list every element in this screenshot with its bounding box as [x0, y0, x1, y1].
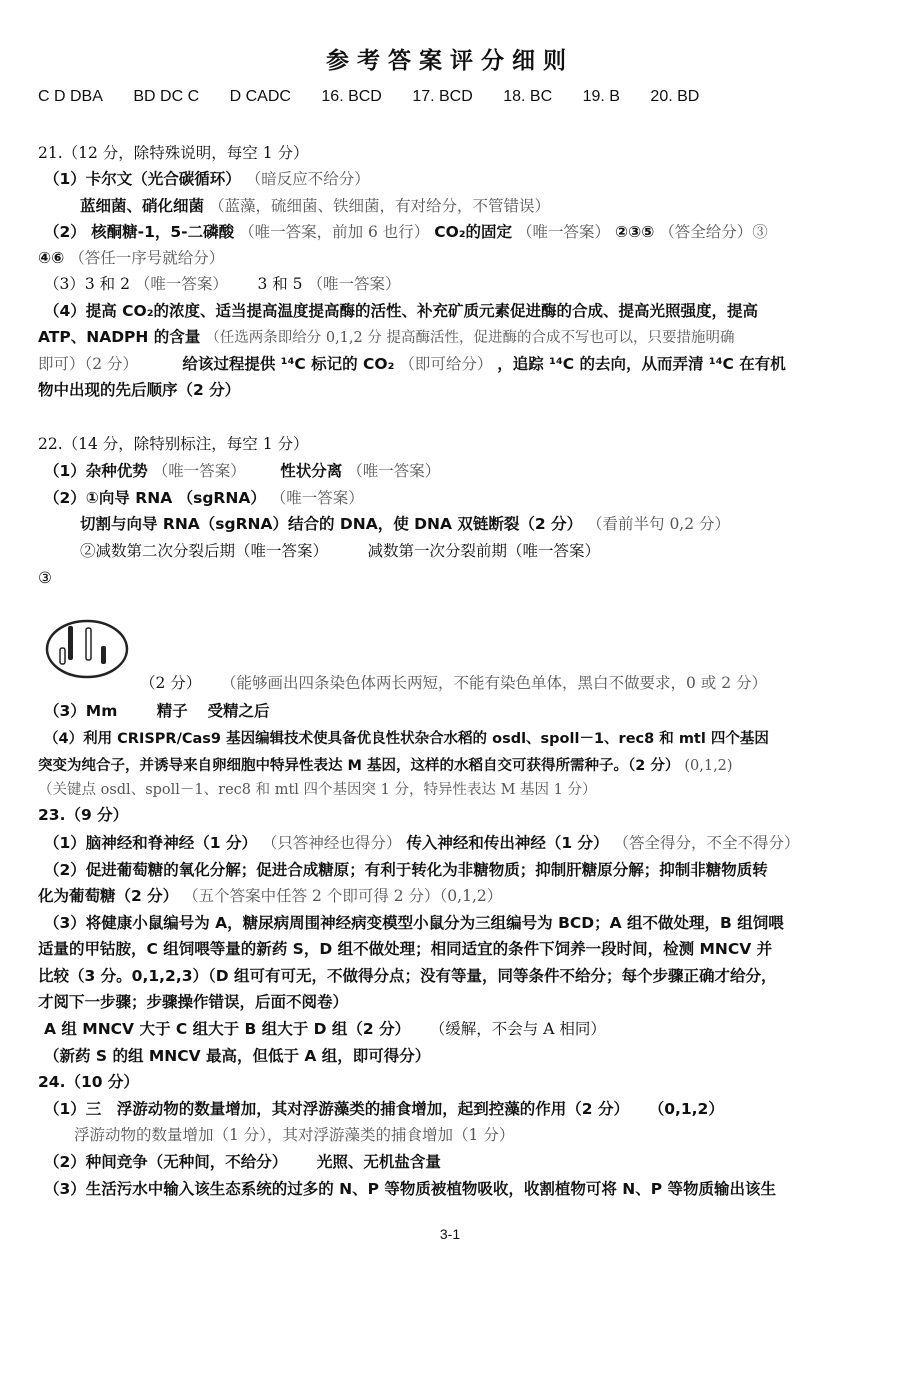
q24-answer: （2）种间竞争（无种间，不给分） — [44, 1153, 288, 1171]
q21-line — [38, 325, 900, 350]
q21-note: （唯一答案） — [517, 223, 611, 241]
q24-line: （3）生活污水中输入该生态系统的过多的 N、P 等物质被植物吸收，收割植物可将 N、P 等物质输出该生 — [44, 1180, 777, 1198]
q22-answer: （2）①向导 RNA （sgRNA） — [44, 489, 266, 507]
q21-answer: ，追踪 ¹⁴C 的去向，从而弄清 ¹⁴C 在有机 — [497, 355, 786, 373]
q24-line — [44, 1150, 900, 1174]
q22-heading: 22.（14 分，除特别标注，每空 1 分） — [38, 435, 309, 453]
q21-note: （即可给分） — [399, 355, 493, 373]
q23-line: （3）将健康小鼠编号为 A，糖尿病周围神经病变模型小鼠分为三组编号为 BCD；A 组不做处理，B 组饲喂 — [44, 914, 784, 932]
chromosome-long — [86, 628, 91, 660]
mc-answer-16: 16. BCD — [321, 88, 382, 105]
q22-line: （关键点 osdl、spoll－1、rec8 和 mtl 四个基因突 1 分，特异性表达 M 基因 1 分） — [38, 782, 597, 798]
q21-note: （任选两条即给分 0,1,2 分 提高酶活性，促进酶的合成不写也可以，只要措施明确 — [205, 330, 735, 346]
chromosome-short — [101, 646, 106, 664]
q22-note: （看前半句 0,2 分） — [587, 515, 731, 533]
mc-group-2: BD DC C — [133, 88, 200, 105]
q21-answer: （2） 核酮糖-1，5-二磷酸 — [44, 223, 235, 241]
mc-answer-20: 20. BD — [650, 88, 700, 105]
q21-answer: （1）卡尔文（光合碳循环） — [44, 170, 241, 188]
q22-note: （唯一答案） — [152, 462, 246, 480]
q23-line: （新药 S 的组 MNCV 最高，但低于 A 组，即可得分） — [44, 1047, 431, 1065]
q24-heading: 24.（10 分） — [38, 1073, 139, 1091]
chromosome-short — [60, 648, 65, 664]
chromosome-cell-diagram — [44, 618, 130, 680]
q22-answer: 受精之后 — [207, 702, 270, 720]
q23-answer: 化为葡萄糖（2 分） — [38, 887, 179, 905]
mc-answer-19: 19. B — [582, 88, 620, 105]
q21-note: （暗反应不给分） — [245, 170, 370, 188]
q21-line — [44, 167, 900, 191]
q21-note: （答任一序号就给分） — [69, 249, 225, 267]
q21-line — [44, 220, 900, 244]
q23-line: 才阅下一步骤；步骤操作错误，后面不阅卷） — [38, 993, 349, 1011]
q24-answer: 光照、无机盐含量 — [316, 1153, 441, 1171]
q21-answer: ②③⑤ — [614, 223, 655, 241]
q21-heading: 21.（12 分，除特殊说明，每空 1 分） — [38, 144, 309, 162]
q22-answer: 减数第一次分裂前期（唯一答案） — [367, 542, 600, 560]
q21-answer: 蓝细菌、硝化细菌 — [80, 197, 205, 215]
q24-line — [44, 1097, 900, 1121]
page-title: 参考答案评分细则 — [326, 48, 574, 74]
mc-answer-18: 18. BC — [503, 88, 553, 105]
q22-line — [80, 512, 900, 536]
q21-note: 即可）（2 分） — [38, 355, 139, 373]
q21-answer: ATP、NADPH 的含量 — [38, 328, 201, 346]
q22-answer: 性状分离 — [280, 462, 343, 480]
cell-outline — [47, 621, 127, 677]
q22-answer: （1）杂种优势 — [44, 462, 148, 480]
q21-note: （蓝藻，硫细菌、铁细菌，有对给分，不管错误） — [208, 197, 550, 215]
q22-line — [140, 671, 900, 695]
q22-answer: ②减数第二次分裂后期（唯一答案） — [80, 542, 329, 560]
q22-line: （4）利用 CRISPR/Cas9 基因编辑技术使具备优良性状杂合水稻的 osdl、spoll－1、rec8 和 mtl 四个基因 — [44, 731, 769, 747]
q22-note: （唯一答案） — [347, 462, 441, 480]
mc-group-3: D CADC — [229, 88, 291, 105]
q23-answer: 传入神经和传出神经（1 分） — [406, 834, 609, 852]
q21-note: （唯一答案） — [134, 275, 228, 293]
q23-note: （五个答案中任答 2 个即可得 2 分）（0,1,2） — [183, 887, 503, 905]
q23-line: 适量的甲钴胺，C 组饲喂等量的新药 S，D 组不做处理；相同适宜的条件下饲养一段时间，检测 MNCV 并 — [38, 940, 773, 958]
q22-line — [44, 699, 900, 723]
q23-note: （缓解，不会与 A 相同） — [429, 1020, 606, 1038]
q22-answer: 切割与向导 RNA（sgRNA）结合的 DNA，使 DNA 双链断裂（2 分） — [80, 515, 583, 533]
q21-note: （答全给分）③ — [659, 223, 768, 241]
q23-line — [44, 831, 900, 855]
q23-heading: 23.（9 分） — [38, 806, 129, 824]
q21-answer: CO₂的固定 — [434, 223, 513, 241]
q24-line: 浮游动物的数量增加（1 分），其对浮游藻类的捕食增加（1 分） — [74, 1126, 515, 1144]
q23-note: （答全得分，不全不得分） — [613, 834, 800, 852]
q21-answer: 3 和 5 — [257, 275, 303, 293]
q24-note: （0,1,2） — [648, 1100, 724, 1118]
q23-line — [44, 1017, 900, 1041]
mc-group-1: C D DBA — [38, 88, 103, 105]
q21-answer: 给该过程提供 ¹⁴C 标记的 CO₂ — [182, 355, 395, 373]
q23-line — [38, 884, 900, 908]
q24-answer: （1）三 浮游动物的数量增加，其对浮游藻类的捕食增加，起到控藻的作用（2 分） — [44, 1100, 629, 1118]
q22-line — [38, 753, 900, 778]
q21-line — [38, 246, 900, 270]
q21-line: （4）提高 CO₂的浓度、适当提高温度提高酶的活性、补充矿质元素促进酶的合成、提高光照强度，提高 — [44, 302, 759, 320]
q23-line: 比较（3 分。0,1,2,3）（D 组可有可无，不做得分点；没有等量，同等条件不给分；每个步骤正确才给分， — [38, 967, 777, 985]
q22-answer: 突变为纯合子，并诱导来自卵细胞中特异性表达 M 基因，这样的水稻自交可获得所需种子。（2 分） — [38, 758, 680, 774]
q21-line: 物中出现的先后顺序（2 分） — [38, 381, 241, 399]
q21-note: （唯一答案，前加 6 也行） — [239, 223, 430, 241]
q22-note: (0,1,2) — [684, 758, 733, 774]
q21-line — [38, 352, 900, 376]
page-number: 3-1 — [439, 1226, 461, 1242]
q22-answer: 精子 — [156, 702, 188, 720]
q23-answer: A 组 MNCV 大于 C 组大于 B 组大于 D 组（2 分） — [44, 1020, 411, 1038]
q22-answer: （3）Mm — [44, 702, 118, 720]
q23-line: （2）促进葡萄糖的氧化分解；促进合成糖原；有利于转化为非糖物质；抑制肝糖原分解；抑制非糖物质转 — [44, 861, 768, 879]
q22-line: ③ — [38, 569, 52, 587]
q21-line — [80, 194, 900, 218]
q23-note: （只答神经也得分） — [261, 834, 402, 852]
q23-answer: （1）脑神经和脊神经（1 分） — [44, 834, 257, 852]
q22-answer: （2 分） — [140, 674, 202, 692]
multiple-choice-answers — [38, 88, 725, 106]
q21-answer: （3）3 和 2 — [44, 275, 130, 293]
q21-note: （唯一答案） — [307, 275, 401, 293]
q22-note: （唯一答案） — [270, 489, 364, 507]
q21-line — [44, 272, 900, 296]
chromosome-long — [68, 626, 73, 660]
mc-answer-17: 17. BCD — [412, 88, 473, 105]
q22-line — [44, 486, 900, 510]
q21-answer: ④⑥ — [38, 249, 65, 267]
q22-line — [44, 459, 900, 483]
q22-note: （能够画出四条染色体两长两短，不能有染色单体，黑白不做要求，0 或 2 分） — [221, 674, 768, 692]
q22-line — [80, 539, 900, 563]
